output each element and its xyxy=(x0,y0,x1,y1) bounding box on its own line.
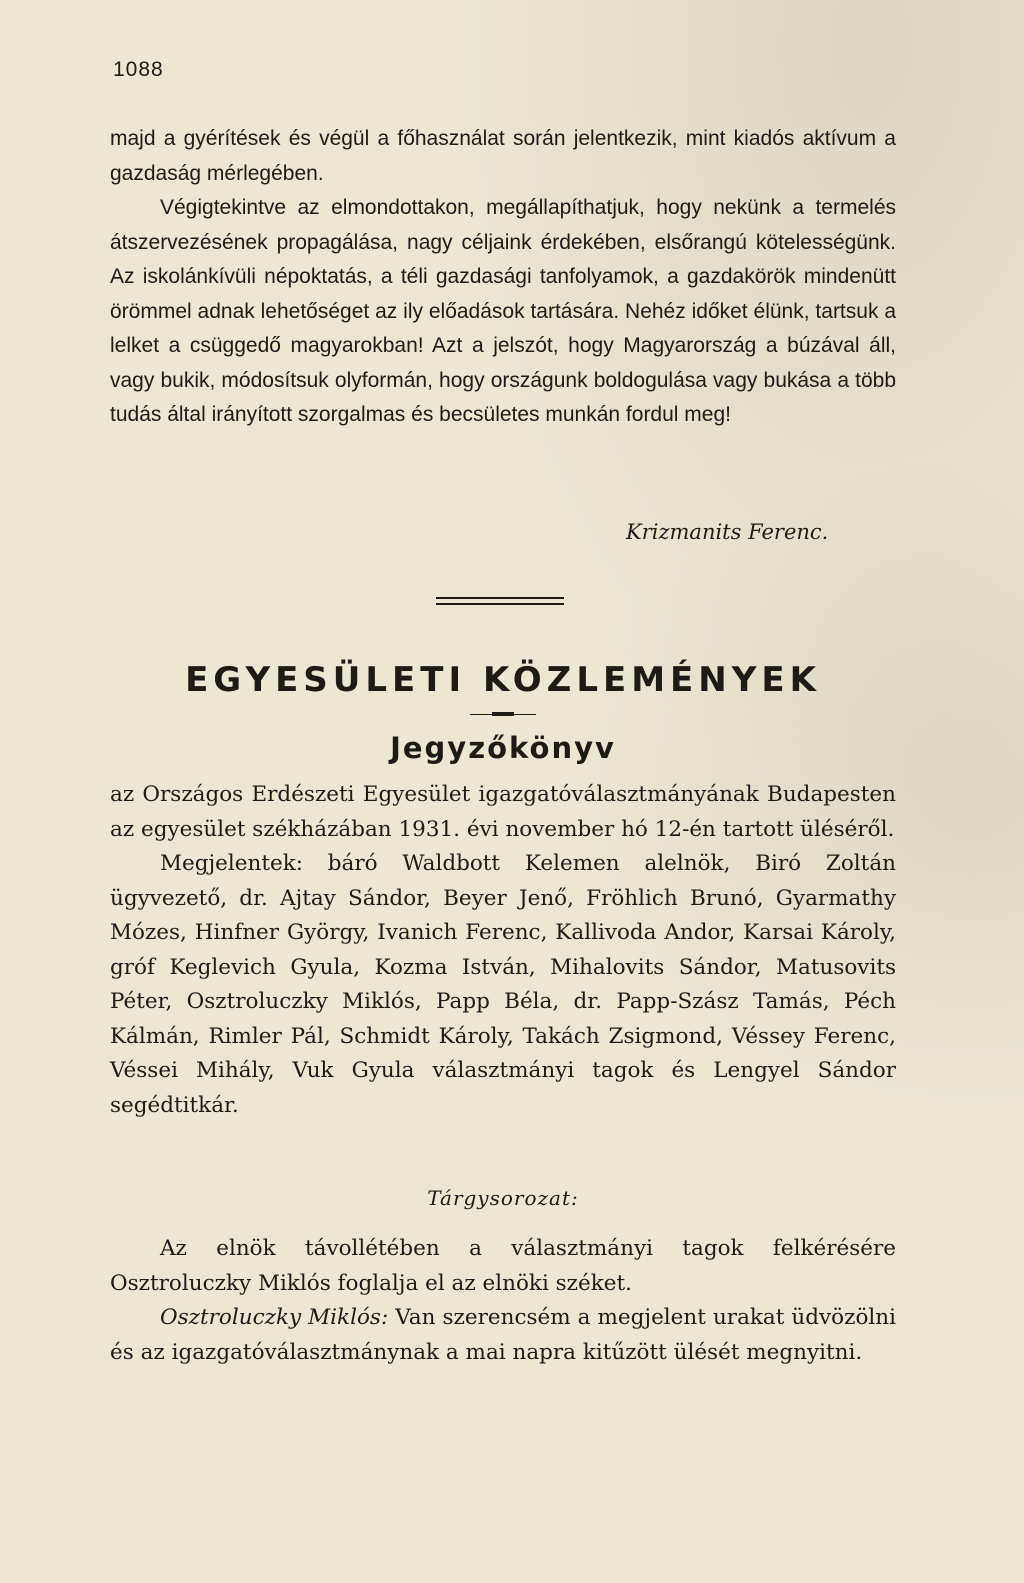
article-paragraph: Végigtekintve az elmondottakon, megállapíthatjuk, hogy nekünk a termelés átszervezésének propagálása, nagy céljaink érdekében, elsőrangú kötelességünk. Az iskolánkívüli népoktatás, a téli gazdasági tanfolyamok, a gazdakörök mindenütt örömmel adnak lehetőséget az ily előadások tartására. Nehéz időket élünk, tartsuk a lelket a csüggedő magyarokban! Azt a jelszót, hogy Magyarország a búzával áll, vagy bukik, módosítsuk olyformán, hogy országunk boldogulása vagy bukása a több tudás által irányított szorgalmas és becsületes munkán fordul meg! xyxy=(110,196,896,426)
agenda-paragraph: Az elnök távollétében a választmányi tagok felkérésére Osztroluczky Miklós foglalja el az elnöki széket. xyxy=(110,1236,896,1296)
title-divider-mark xyxy=(492,712,514,716)
page-number: 1088 xyxy=(113,58,164,81)
speech-text: Van szerencsém a megjelent urakat üdvözölni és az igazgatóválasztmánynak a mai napra kitűzött ülését megnyitni. xyxy=(110,1305,896,1365)
article-ending xyxy=(110,122,896,433)
author-signature: Krizmanits Ferenc. xyxy=(626,520,829,544)
section-title: EGYESÜLETI KÖZLEMÉNYEK xyxy=(185,660,821,700)
article-paragraph: majd a gyérítések és végül a főhasználat során jelentkezik, mint kiadós aktívum a gazdaság mérlegében. xyxy=(110,127,896,185)
minutes-body xyxy=(110,778,896,1123)
section-divider xyxy=(436,603,564,605)
agenda-heading: Tárgysorozat: xyxy=(427,1186,579,1210)
minutes-subtitle: az Országos Erdészeti Egyesület igazgatóválasztmányának Budapesten az egyesület székházában 1931. évi november hó 12-én tartott üléséről. xyxy=(110,782,896,842)
section-divider xyxy=(436,597,564,599)
attendees-paragraph: Megjelentek: báró Waldbott Kelemen alelnök, Biró Zoltán ügyvezető, dr. Ajtay Sándor, Beyer Jenő, Fröhlich Brunó, Gyarmathy Mózes, Hinfner György, Ivanich Ferenc, Kallivoda Andor, Karsai Károly, gróf Keglevich Gyula, Kozma István, Mihalovits Sándor, Matusovits Péter, Osztroluczky Miklós, Papp Béla, dr. Papp-Szász Tamás, Péch Kálmán, Rimler Pál, Schmidt Károly, Takách Zsigmond, Véssey Ferenc, Véssei Mihály, Vuk Gyula választmányi tagok és Lengyel Sándor segédtitkár. xyxy=(110,851,896,1118)
minutes-title: Jegyzőkönyv xyxy=(390,731,616,765)
speaker-name: Osztroluczky Miklós: xyxy=(160,1305,389,1330)
speech-paragraph xyxy=(110,1301,896,1370)
agenda-body xyxy=(110,1232,896,1370)
